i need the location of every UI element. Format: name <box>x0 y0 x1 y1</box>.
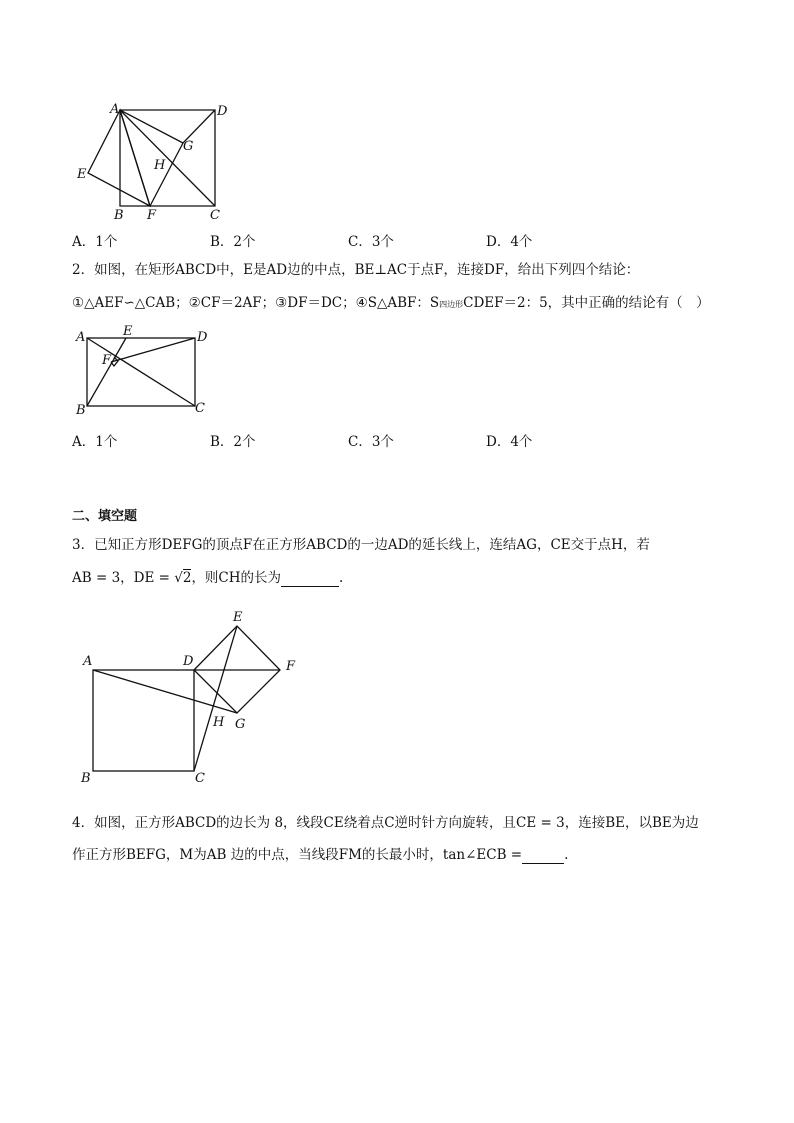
figure-2-line-ac <box>87 338 195 406</box>
q4-text-line2 <box>72 847 568 864</box>
fig3-label-d: D <box>183 654 194 669</box>
q4-question: 作正方形BEFG，M为AB 边的中点，当线段FM的长最小时，tan∠ECB = <box>72 847 523 863</box>
fig1-label-b: B <box>114 208 124 223</box>
fig1-label-h: H <box>154 158 166 173</box>
fig2-label-a: A <box>76 330 86 345</box>
q2-conclusions: ①△AEF∽△CAB；②CF＝2AF；③DF＝DC；④S△ABF：S <box>72 295 440 311</box>
fig2-label-d: D <box>197 330 208 345</box>
q3-given-values: AB = 3，DE = <box>72 570 175 586</box>
figure-3-diagram <box>76 604 306 789</box>
q2-conclusions-end: CDEF＝2：5，其中正确的结论有（ ） <box>463 295 710 311</box>
q3-answer-blank[interactable] <box>281 570 339 587</box>
figure-1-diagram <box>70 96 240 226</box>
figure-1-triangle-aef <box>88 110 150 206</box>
q4-period: . <box>564 847 569 863</box>
fig3-label-g: G <box>235 717 246 732</box>
q1-option-b: B．2个 <box>210 234 256 250</box>
fig1-label-f: F <box>147 208 157 223</box>
fig3-label-c: C <box>195 771 205 786</box>
fig3-label-h: H <box>213 715 225 730</box>
q3-sqrt-radicand: 2 <box>182 570 192 586</box>
figure-2-diagram <box>72 322 212 417</box>
q3-period: . <box>339 570 344 586</box>
fig3-label-f: F <box>286 659 296 674</box>
q3-text-line2 <box>72 570 343 587</box>
figure-2-line-be <box>87 338 126 406</box>
q2-sub-quadrilateral: 四边形 <box>439 300 464 309</box>
fig3-label-e: E <box>233 610 243 625</box>
q2-text-line2 <box>72 295 710 311</box>
q1-option-a: A．1个 <box>72 234 118 250</box>
fig1-label-d: D <box>217 104 228 119</box>
sqrt-icon: √ <box>174 570 183 586</box>
fig3-label-a: A <box>83 654 93 669</box>
q4-answer-blank[interactable] <box>522 847 564 864</box>
fig2-label-c: C <box>195 401 205 416</box>
section-2-title: 二、填空题 <box>72 509 138 524</box>
figure-1-line-fg <box>150 143 183 206</box>
q3-text-line1: 3．已知正方形DEFG的顶点F在正方形ABCD的一边AD的延长线上，连结AG，CE交于点H，若 <box>72 537 650 553</box>
fig2-label-f: F <box>102 353 112 368</box>
fig1-label-a: A <box>110 102 120 117</box>
q2-option-b: B．2个 <box>210 434 256 450</box>
q2-option-c: C．3个 <box>348 434 394 450</box>
q4-text-line1: 4．如图，正方形ABCD的边长为 8，线段CE绕着点C逆时针方向旋转，且CE = 3，连接BE，以BE为边 <box>72 815 699 831</box>
q3-question: ，则CH的长为 <box>191 570 282 586</box>
q1-option-d: D．4个 <box>486 234 533 250</box>
figure-1-line-ag <box>120 110 183 143</box>
q2-text-line1: 2．如图，在矩形ABCD中，E是AD边的中点，BE⊥AC于点F，连接DF，给出下列四个结论： <box>72 262 640 278</box>
q2-option-a: A．1个 <box>72 434 118 450</box>
fig2-label-e: E <box>123 324 133 339</box>
fig1-label-g: G <box>183 139 194 154</box>
fig1-label-c: C <box>210 208 220 223</box>
fig1-label-e: E <box>77 167 87 182</box>
fig3-label-b: B <box>81 771 91 786</box>
q2-option-d: D．4个 <box>486 434 533 450</box>
fig2-label-b: B <box>76 403 86 417</box>
q1-option-c: C．3个 <box>348 234 394 250</box>
